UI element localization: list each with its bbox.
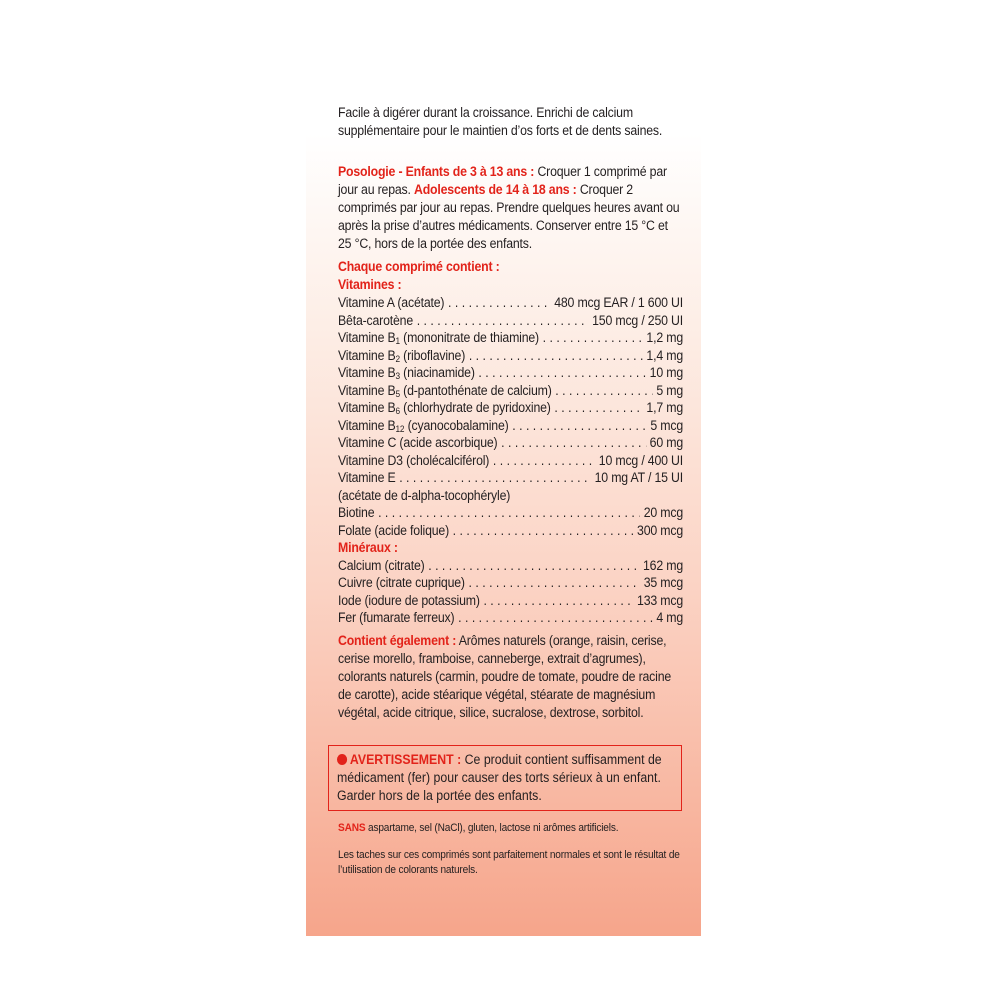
vitamin-row	[338, 294, 683, 312]
vitamin-row	[338, 504, 683, 522]
mineral-row-value: 162 mg	[643, 557, 683, 573]
warning-text: Ce produit contient suffisamment de médicament (fer) pour causer des torts sérieux à un enfant. Garder hors de la portée des enfants.	[337, 752, 662, 803]
vitamin-row	[338, 364, 683, 382]
mineral-row-label: Cuivre (citrate cuprique)	[338, 575, 465, 590]
dosage-children-label: Posologie - Enfants de 3 à 13 ans :	[338, 164, 535, 179]
vitamin-row-value: 1,4 mg	[646, 347, 683, 363]
stain-note: Les taches sur ces comprimés sont parfaitement normales et sont le résultat de l’utilisation de colorants naturels.	[338, 849, 680, 876]
vitamin-row-value: 10 mg	[649, 365, 683, 380]
warning-box	[328, 745, 682, 811]
vitamin-row-label: Folate (acide folique)	[338, 522, 450, 538]
note-section	[338, 848, 683, 878]
vitamin-row-label: Vitamine C (acide ascorbique)	[338, 435, 498, 450]
minerals-list	[338, 557, 683, 627]
also-contains-label: Contient également :	[338, 633, 457, 648]
vitamin-row-label: Bêta-carotène	[338, 312, 414, 328]
vitamin-row	[338, 452, 683, 470]
intro-paragraph: Facile à digérer durant la croissance. Enrichi de calcium supplémentaire pour le maintien d’os forts et de dents saines.	[338, 105, 663, 138]
free-from-section	[338, 821, 683, 836]
vitamins-extra-list	[338, 504, 683, 539]
also-contains-section	[338, 632, 683, 722]
mineral-row	[338, 609, 683, 627]
vitamin-row-value: 480 mcg EAR / 1 600 UI	[554, 295, 683, 310]
free-from-text: aspartame, sel (NaCl), gluten, lactose ni arômes artificiels.	[365, 822, 619, 834]
vitamin-row	[338, 382, 683, 400]
leader-dots	[483, 592, 633, 610]
vitamin-row-value: 1,2 mg	[646, 330, 683, 345]
leader-dots	[493, 452, 595, 470]
leader-dots	[478, 364, 646, 382]
vitamin-row-label: Biotine	[338, 505, 375, 520]
vitamin-e-note: (acétate de d-alpha-tocophéryle)	[338, 487, 511, 503]
mineral-row-value: 35 mcg	[643, 575, 683, 590]
vitamin-row-value: 150 mcg / 250 UI	[592, 312, 683, 328]
vitamin-row-label: Vitamine $B_2$ (riboflavine)	[338, 347, 466, 364]
leader-dots	[453, 522, 634, 540]
dosage-teens-text: Croquer 2 comprimés par jour au repas. Prendre quelques heures avant ou après la prise d’autres médicaments. Conserver entre 15 °C et 25 °C, hors de la portée des enfants.	[338, 182, 680, 251]
mineral-row	[338, 557, 683, 575]
intro-text	[338, 104, 683, 140]
vitamin-row-label: Vitamine $B_{12}$ (cyanocobalamine)	[338, 417, 509, 434]
warning-label: AVERTISSEMENT :	[349, 752, 462, 767]
leader-dots	[399, 469, 591, 487]
mineral-row-label: Calcium (citrate)	[338, 557, 425, 573]
vitamin-row-label: Vitamine $B_5$ (d-pantothénate de calcium)	[338, 382, 552, 399]
leader-dots	[458, 609, 653, 627]
vitamin-row-label: Vitamine $B_6$ (chlorhydrate de pyridoxine)	[338, 400, 551, 416]
leader-dots	[543, 329, 643, 347]
vitamin-row-value: 5 mg	[656, 382, 683, 398]
vitamin-row	[338, 312, 683, 330]
contents-heading: Chaque comprimé contient :	[338, 259, 500, 274]
vitamin-row-label: Vitamine E	[338, 470, 396, 485]
vitamin-row	[338, 434, 683, 452]
vitamin-row-value: 300 mcg	[637, 522, 683, 538]
vitamin-row-value: 10 mcg / 400 UI	[598, 452, 683, 468]
vitamin-row	[338, 399, 683, 417]
vitamin-row	[338, 469, 683, 487]
dosage-section	[338, 163, 683, 253]
dosage-teens-label: Adolescents de 14 à 18 ans :	[414, 182, 577, 197]
mineral-row	[338, 592, 683, 610]
dosage-children-text: Croquer 1 comprimé par jour au repas.	[338, 164, 667, 197]
vitamin-row	[338, 347, 683, 365]
vitamins-heading: Vitamines :	[338, 277, 402, 292]
leader-dots	[469, 347, 643, 365]
warning-dot-icon	[337, 754, 347, 765]
vitamin-row-label: Vitamine A (acétate)	[338, 295, 445, 310]
leader-dots	[501, 434, 646, 452]
leader-dots	[428, 557, 639, 575]
leader-dots	[554, 399, 642, 417]
vitamin-row	[338, 329, 683, 347]
leader-dots	[555, 382, 652, 400]
leader-dots	[378, 504, 640, 522]
leader-dots	[469, 574, 640, 592]
mineral-row-label: Fer (fumarate ferreux)	[338, 610, 455, 625]
also-contains-text: Arômes naturels (orange, raisin, cerise, cerise morello, framboise, canneberge, extrait d’agrumes), colorants naturels (carmin, poudre de tomate, poudre de racine de carotte), acide stéarique végétal, stéarate de magnésium végétal, acide citrique, silice, sucralose, dextrose, sorbitol.	[338, 633, 672, 720]
vitamin-row-label: Vitamine $B_1$ (mononitrate de thiamine)	[338, 330, 539, 346]
warning-text-block	[337, 751, 682, 805]
free-from-label: SANS	[338, 822, 366, 834]
vitamin-row-value: 10 mg AT / 15 UI	[594, 470, 683, 485]
vitamin-row-value: 20 mcg	[643, 505, 683, 520]
vitamin-row-label: Vitamine D3 (cholécalciférol)	[338, 452, 490, 468]
vitamin-row	[338, 522, 683, 540]
leader-dots	[512, 417, 646, 435]
mineral-row-value: 4 mg	[656, 610, 683, 625]
mineral-row-label: Iode (iodure de potassium)	[338, 592, 480, 608]
vitamin-row-label: Vitamine $B_3$ (niacinamide)	[338, 365, 475, 381]
vitamin-row	[338, 417, 683, 435]
vitamins-list	[338, 294, 683, 487]
mineral-row-value: 133 mcg	[637, 592, 683, 608]
vitamin-row-value: 60 mg	[649, 435, 683, 450]
mineral-row	[338, 574, 683, 592]
leader-dots	[448, 294, 550, 312]
contents-section	[338, 258, 683, 627]
vitamin-row-value: 1,7 mg	[646, 400, 683, 415]
leader-dots	[417, 312, 589, 330]
minerals-heading: Minéraux :	[338, 540, 398, 555]
vitamin-row-value: 5 mcg	[650, 417, 683, 433]
